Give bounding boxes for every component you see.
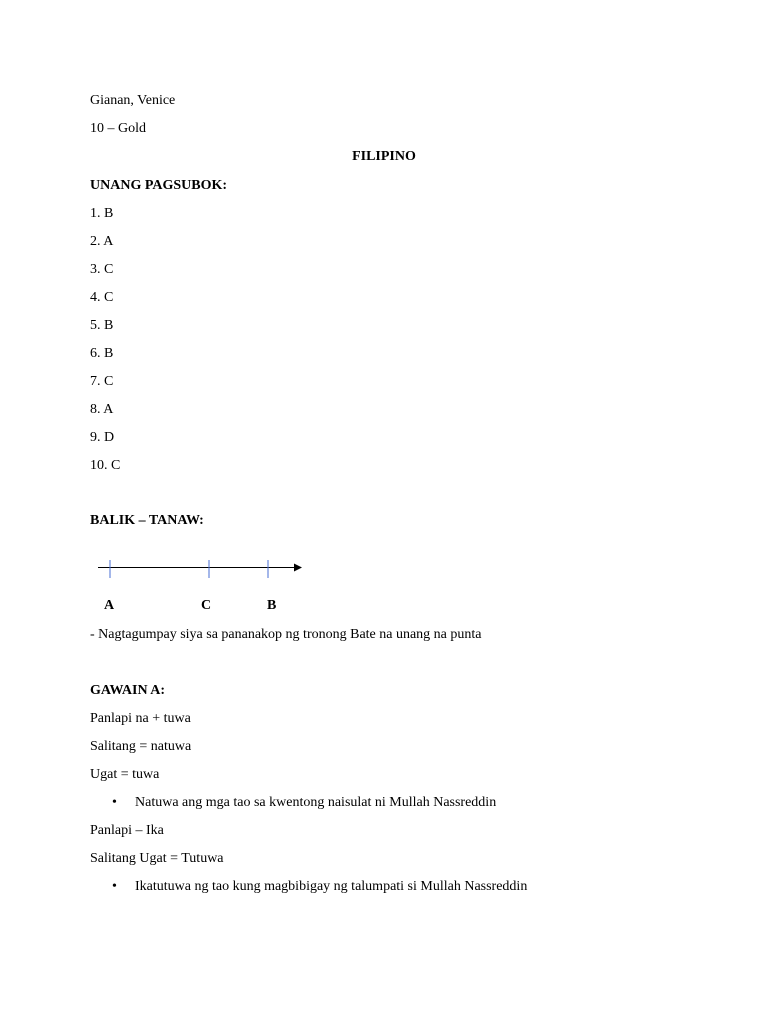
bullet-icon: •: [112, 795, 117, 810]
gawain-line-5: Salitang Ugat = Tutuwa: [90, 851, 224, 866]
gawain-line-1: Panlapi na + tuwa: [90, 711, 191, 726]
answer-9: 9. D: [90, 430, 115, 445]
answer-4: 4. C: [90, 290, 114, 305]
bullet-text-2: Ikatutuwa ng tao kung magbibigay ng talumpati si Mullah Nassreddin: [135, 879, 528, 894]
answer-6: 6. B: [90, 346, 114, 361]
gawain-line-3: Ugat = tuwa: [90, 767, 160, 782]
arrow-right-icon: [294, 564, 302, 572]
timeline-label-a: A: [104, 598, 115, 613]
timeline-label-b: B: [267, 598, 277, 613]
gawain-line-4: Panlapi – Ika: [90, 823, 164, 838]
subject-title: FILIPINO: [352, 149, 416, 164]
answer-5: 5. B: [90, 318, 114, 333]
answer-1: 1. B: [90, 206, 114, 221]
answer-2: 2. A: [90, 234, 114, 249]
timeline-diagram: [96, 558, 306, 578]
unang-pagsubok-heading: UNANG PAGSUBOK:: [90, 178, 228, 193]
gawain-a-heading: GAWAIN A:: [90, 683, 166, 698]
balik-tanaw-note: - Nagtagumpay siya sa pananakop ng tronong Bate na unang na punta: [90, 627, 482, 642]
bullet-icon: •: [112, 879, 117, 894]
gawain-line-2: Salitang = natuwa: [90, 739, 192, 754]
balik-tanaw-heading: BALIK – TANAW:: [90, 513, 204, 528]
answer-3: 3. C: [90, 262, 114, 277]
bullet-text-1: Natuwa ang mga tao sa kwentong naisulat ni Mullah Nassreddin: [135, 795, 497, 810]
student-section: 10 – Gold: [90, 121, 146, 136]
timeline-label-c: C: [201, 598, 212, 613]
answer-10: 10. C: [90, 458, 121, 473]
student-name: Gianan, Venice: [90, 93, 176, 108]
answer-7: 7. C: [90, 374, 114, 389]
answer-8: 8. A: [90, 402, 114, 417]
